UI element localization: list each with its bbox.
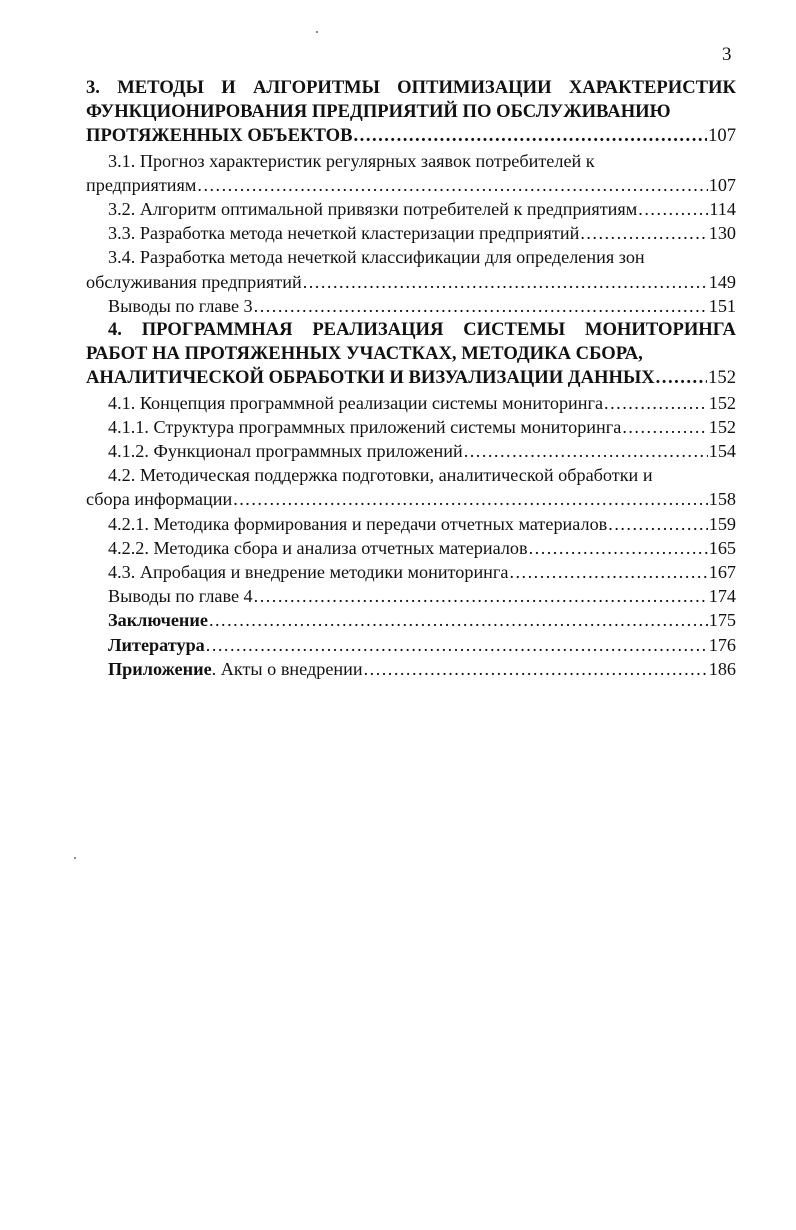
toc-entry-4-2-1 <box>86 512 736 536</box>
toc-entry-3-3 <box>86 221 736 245</box>
page-number: 3 <box>722 44 732 65</box>
toc-entry-conclusions-4 <box>86 584 736 608</box>
toc-entry-page: 159 <box>708 513 736 534</box>
toc-entry-page: 130 <box>708 223 736 244</box>
dot-leader <box>622 415 707 439</box>
toc-entry-conclusions-3 <box>86 294 736 318</box>
toc-entry-4-1 <box>86 391 736 415</box>
toc-entry-4-1-1 <box>86 415 736 439</box>
dot-leader <box>509 560 707 584</box>
toc-entry-title: Выводы по главе 3 <box>108 295 253 316</box>
toc-entry-term: Приложение <box>108 658 212 679</box>
toc-entry-title: Выводы по главе 4 <box>108 586 253 607</box>
dot-leader <box>656 366 707 390</box>
toc-entry-page: 176 <box>708 634 736 655</box>
toc-entry-title: ПРОТЯЖЕННЫХ ОБЪЕКТОВ <box>86 125 353 147</box>
toc-entry-title: 4.2.2. Методика сбора и анализа отчетных материалов <box>108 537 528 558</box>
toc-entry-page: 175 <box>708 610 736 631</box>
toc-entry-lead: 4. ПРОГРАММНАЯ РЕАЛИЗАЦИЯ СИСТЕМЫ МОНИТОРИНГА РАБОТ НА ПРОТЯЖЕННЫХ УЧАСТКАХ, МЕТОДИКА СБОРА, <box>86 319 736 365</box>
toc-entry-chapter-4 <box>86 318 736 391</box>
toc-entry-page: 174 <box>708 586 736 607</box>
toc-entry-title: 4.1.1. Структура программных приложений системы мониторинга <box>108 416 622 437</box>
toc-entry-page: 152 <box>708 367 736 389</box>
toc-entry-title: 4.1.2. Функционал программных приложений <box>108 441 463 462</box>
toc-entry-title: 4.2.1. Методика формирования и передачи отчетных материалов <box>108 513 608 534</box>
toc-entry-page: 151 <box>708 295 736 316</box>
toc-entry-3-1 <box>86 149 736 197</box>
toc-entry-title: 3.2. Алгоритм оптимальной привязки потребителей к предприятиям <box>108 199 638 220</box>
dot-leader <box>233 487 708 511</box>
toc-entry-4-1-2 <box>86 439 736 463</box>
dot-leader <box>604 391 708 415</box>
toc-entry-page: 158 <box>708 489 736 510</box>
table-of-contents <box>86 76 736 681</box>
dot-leader <box>254 584 708 608</box>
toc-entry-page: 152 <box>708 392 736 413</box>
toc-entry-page: 154 <box>708 441 736 462</box>
toc-entry-4-2 <box>86 463 736 511</box>
toc-entry-page: 107 <box>708 125 736 147</box>
toc-entry-page: 149 <box>708 271 736 292</box>
dot-leader <box>197 173 707 197</box>
dot-leader <box>364 657 708 681</box>
toc-entry-lead: 3.1. Прогноз характеристик регулярных заявок потребителей к <box>108 150 595 171</box>
toc-entry-3-4 <box>86 245 736 293</box>
toc-entry-3-2 <box>86 197 736 221</box>
toc-entry-title: 3.3. Разработка метода нечеткой кластеризации предприятий <box>108 223 580 244</box>
toc-entry-page: 167 <box>708 562 736 583</box>
toc-entry-lead: 3. МЕТОДЫ И АЛГОРИТМЫ ОПТИМИЗАЦИИ ХАРАКТЕРИСТИК ФУНКЦИОНИРОВАНИЯ ПРЕДПРИЯТИЙ ПО ОБСЛУЖИВАНИЮ <box>86 77 736 123</box>
toc-entry-title: предприятиям <box>86 174 197 195</box>
toc-entry-title: АНАЛИТИЧЕСКОЙ ОБРАБОТКИ И ВИЗУАЛИЗАЦИИ ДАННЫХ <box>86 367 655 389</box>
toc-entry-appendix <box>86 657 736 681</box>
toc-entry-title: обслуживания предприятий <box>86 271 302 292</box>
toc-entry-title: 4.1. Концепция программной реализации системы мониторинга <box>108 392 604 413</box>
toc-entry-title: Заключение <box>108 610 208 631</box>
toc-entry-4-3 <box>86 560 736 584</box>
toc-entry-chapter-3 <box>86 76 736 149</box>
toc-entry-conclusion <box>86 608 736 632</box>
toc-entry-4-2-2 <box>86 536 736 560</box>
toc-entry-page: 107 <box>708 174 736 195</box>
dot-leader <box>529 536 708 560</box>
toc-entry-literature <box>86 633 736 657</box>
dot-leader <box>206 633 708 657</box>
toc-entry-lead: 3.4. Разработка метода нечеткой классификации для определения зон <box>108 247 645 268</box>
toc-entry-page: 186 <box>708 658 736 679</box>
dot-leader <box>209 608 708 632</box>
toc-entry-page: 114 <box>709 199 736 220</box>
scan-speck <box>316 31 318 33</box>
dot-leader <box>608 512 707 536</box>
dot-leader <box>464 439 708 463</box>
dot-leader <box>580 221 707 245</box>
toc-entry-title: . Акты о внедрении <box>211 658 363 679</box>
dot-leader <box>254 294 708 318</box>
toc-entry-title: 4.3. Апробация и внедрение методики мониторинга <box>108 562 509 583</box>
toc-entry-title: сбора информации <box>86 489 233 510</box>
toc-entry-title: Литература <box>108 634 205 655</box>
toc-entry-lead: 4.2. Методическая поддержка подготовки, аналитической обработки и <box>108 465 653 486</box>
dot-leader <box>303 270 708 294</box>
scan-speck <box>74 857 76 859</box>
dot-leader <box>638 197 708 221</box>
dot-leader <box>354 124 708 148</box>
toc-entry-page: 165 <box>708 537 736 558</box>
toc-entry-page: 152 <box>708 416 736 437</box>
